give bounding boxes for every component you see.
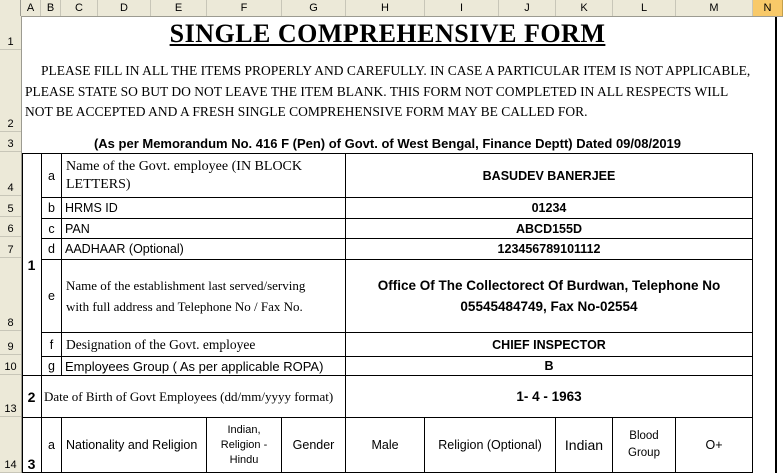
blood-group-label: Blood Group <box>613 418 676 473</box>
column-header-h[interactable]: H <box>346 0 425 16</box>
column-header-j[interactable]: J <box>499 0 556 16</box>
form-title: SINGLE COMPREHENSIVE FORM <box>169 19 606 48</box>
section-1-letter-a: a <box>42 154 62 198</box>
nationality-religion-note: Indian, Religion - Hindu <box>207 418 282 473</box>
column-header-f[interactable]: F <box>207 0 282 16</box>
column-header-bar <box>0 0 783 17</box>
column-header-m[interactable]: M <box>676 0 753 16</box>
designation-value[interactable]: CHIEF INSPECTOR <box>346 333 753 357</box>
section-1-letter-c: c <box>42 219 62 239</box>
row-header-10[interactable]: 10 <box>0 355 21 375</box>
section-1-letter-e: e <box>42 260 62 333</box>
dob-label: Date of Birth of Govt Employees (dd/mm/yyyy format) <box>42 376 346 418</box>
section-1-number: 1 <box>22 154 42 376</box>
employee-name-label: Name of the Govt. employee (IN BLOCK LETTERS) <box>62 154 346 198</box>
establishment-label: Name of the establishment last served/serving with full address and Telephone No / Fax No. <box>62 260 346 333</box>
section-1-letter-d: d <box>42 239 62 260</box>
column-header-n[interactable]: N <box>753 0 783 16</box>
select-all-corner[interactable] <box>0 0 21 16</box>
column-header-b[interactable]: B <box>41 0 61 16</box>
row-header-8[interactable]: 8 <box>0 258 21 331</box>
nationality-religion-label: Nationality and Religion <box>62 418 207 473</box>
hrms-id-label: HRMS ID <box>62 198 346 219</box>
section-3-number: 3 <box>22 418 42 473</box>
pan-value[interactable]: ABCD155D <box>346 219 753 239</box>
nationality-value[interactable]: Indian <box>556 418 613 473</box>
dob-value[interactable]: 1- 4 - 1963 <box>346 376 753 418</box>
row-header-1[interactable]: 1 <box>0 16 21 50</box>
worksheet <box>22 17 783 473</box>
section-1-letter-g: g <box>42 357 62 376</box>
row-header-4[interactable]: 4 <box>0 152 21 196</box>
column-header-d[interactable]: D <box>98 0 151 16</box>
gender-label: Gender <box>282 418 346 473</box>
employee-group-value[interactable]: B <box>346 357 753 376</box>
section-1-letter-f: f <box>42 333 62 357</box>
aadhaar-value[interactable]: 123456789101112 <box>346 239 753 260</box>
column-header-k[interactable]: K <box>556 0 613 16</box>
row-header-3[interactable]: 3 <box>0 132 21 152</box>
memorandum-reference: (As per Memorandum No. 416 F (Pen) of Govt. of West Bengal, Finance Deptt) Dated 09/08/2019 <box>93 136 682 151</box>
row-header-6[interactable]: 6 <box>0 217 21 237</box>
row-header-7[interactable]: 7 <box>0 237 21 258</box>
column-header-g[interactable]: G <box>282 0 346 16</box>
row-header-5[interactable]: 5 <box>0 196 21 217</box>
employee-group-label: Employees Group ( As per applicable ROPA) <box>62 357 346 376</box>
right-border-line <box>775 17 777 473</box>
employee-name-value[interactable]: BASUDEV BANERJEE <box>346 154 753 198</box>
column-header-c[interactable]: C <box>61 0 98 16</box>
column-header-i[interactable]: I <box>425 0 499 16</box>
section-3-letter-a: a <box>42 418 62 473</box>
form-instructions: PLEASE FILL IN ALL THE ITEMS PROPERLY AND CAREFULLY. IN CASE A PARTICULAR ITEM IS NOT APPLICABLE, PLEASE STATE SO BUT DO NOT LEAVE THE ITEM BLANK. THIS FORM NOT COMPLETED IN ALL RESPECTS WILL NOT BE ACCEPTED AND A FRESH SINGLE COMPREHENSIVE FORM MAY BE CALLED FOR. <box>25 63 751 119</box>
blood-group-value[interactable]: O+ <box>676 418 753 473</box>
column-header-a[interactable]: A <box>21 0 41 16</box>
gender-value[interactable]: Male <box>346 418 425 473</box>
row-header-bar <box>0 16 22 473</box>
hrms-id-value[interactable]: 01234 <box>346 198 753 219</box>
column-header-l[interactable]: L <box>613 0 676 16</box>
row-header-13[interactable]: 13 <box>0 375 21 417</box>
designation-label: Designation of the Govt. employee <box>62 333 346 357</box>
row-header-9[interactable]: 9 <box>0 331 21 355</box>
aadhaar-label: AADHAAR (Optional) <box>62 239 346 260</box>
column-header-e[interactable]: E <box>151 0 207 16</box>
row-header-2[interactable]: 2 <box>0 50 21 132</box>
pan-label: PAN <box>62 219 346 239</box>
religion-optional-label: Religion (Optional) <box>425 418 556 473</box>
row-header-14[interactable]: 14 <box>0 417 21 473</box>
section-2-number: 2 <box>22 376 42 418</box>
section-1-letter-b: b <box>42 198 62 219</box>
establishment-value[interactable]: Office Of The Collectorect Of Burdwan, Telephone No 05545484749, Fax No-02554 <box>346 260 753 333</box>
